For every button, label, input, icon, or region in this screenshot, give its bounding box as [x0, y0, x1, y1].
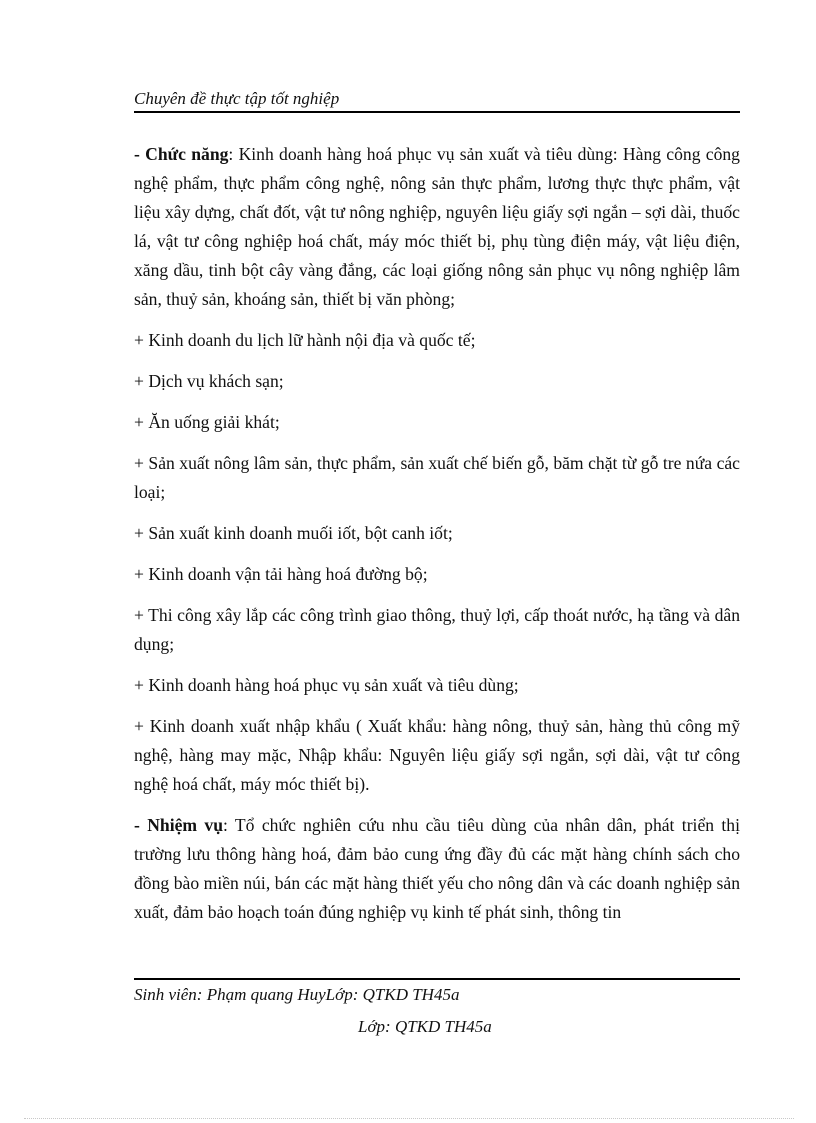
list-item: + Sản xuất kinh doanh muối iốt, bột canh iốt; — [134, 523, 453, 543]
function-text: : Kinh doanh hàng hoá phục vụ sản xuất và tiêu dùng: Hàng công công nghệ phẩm, thực phẩm công nghệ, nông sản thực phẩm, lương thực thực phẩm, vật liệu xây dựng, chất đốt, vật tư nông nghiệp, nguyên liệu giấy sợi ngắn – sợi dài, thuốc lá, vật tư công nghiệp hoá chất, máy móc thiết bị, phụ tùng điện máy, vật liệu điện, xăng dầu, tinh bột cây vàng đắng, các loại giống nông sản phục vụ nông nghiệp lâm sản, thuỷ sản, khoáng sản, thiết bị văn phòng; — [134, 144, 740, 309]
header-title: Chuyên đề thực tập tốt nghiệp — [134, 89, 340, 108]
list-item: + Ăn uống giải khát; — [134, 412, 280, 432]
footer-student: Sinh viên: Phạm quang HuyLớp: QTKD TH45a — [134, 985, 460, 1004]
list-item: + Kinh doanh du lịch lữ hành nội địa và quốc tế; — [134, 330, 476, 350]
duty-lead: - Nhiệm vụ — [134, 815, 223, 835]
function-paragraph — [134, 140, 740, 314]
duty-paragraph — [134, 811, 740, 927]
duty-text: : Tổ chức nghiên cứu nhu cầu tiêu dùng của nhân dân, phát triển thị trường lưu thông hàng hoá, đảm bảo cung ứng đầy đủ các mặt hàng chính sách cho đồng bào miền núi, bán các mặt hàng thiết yếu cho nông dân và các doanh nghiệp sản xuất, đảm bảo hoạch toán đúng nghiệp vụ kinh tế phát sinh, thông tin — [134, 815, 740, 922]
footer-divider — [134, 978, 740, 980]
list-item: + Dịch vụ khách sạn; — [134, 371, 284, 391]
page-header — [134, 89, 740, 113]
list-item: + Sản xuất nông lâm sản, thực phẩm, sản xuất chế biến gỗ, băm chặt từ gỗ tre nứa các loại; — [134, 453, 740, 502]
list-item: + Kinh doanh xuất nhập khẩu ( Xuất khẩu: hàng nông, thuỷ sản, hàng thủ công mỹ nghệ, hàng may mặc, Nhập khẩu: Nguyên liệu giấy sợi ngắn, sợi dài, vật tư công nghệ hoá chất, máy móc thiết bị). — [134, 716, 740, 794]
list-item: + Kinh doanh hàng hoá phục vụ sản xuất và tiêu dùng; — [134, 675, 519, 695]
footer-class: Lớp: QTKD TH45a — [358, 1017, 492, 1036]
function-lead: - Chức năng — [134, 144, 229, 164]
page-bottom-edge — [24, 1118, 794, 1119]
list-item: + Kinh doanh vận tải hàng hoá đường bộ; — [134, 564, 428, 584]
document-body — [134, 140, 740, 939]
list-item: + Thi công xây lắp các công trình giao thông, thuỷ lợi, cấp thoát nước, hạ tầng và dân dụng; — [134, 605, 740, 654]
